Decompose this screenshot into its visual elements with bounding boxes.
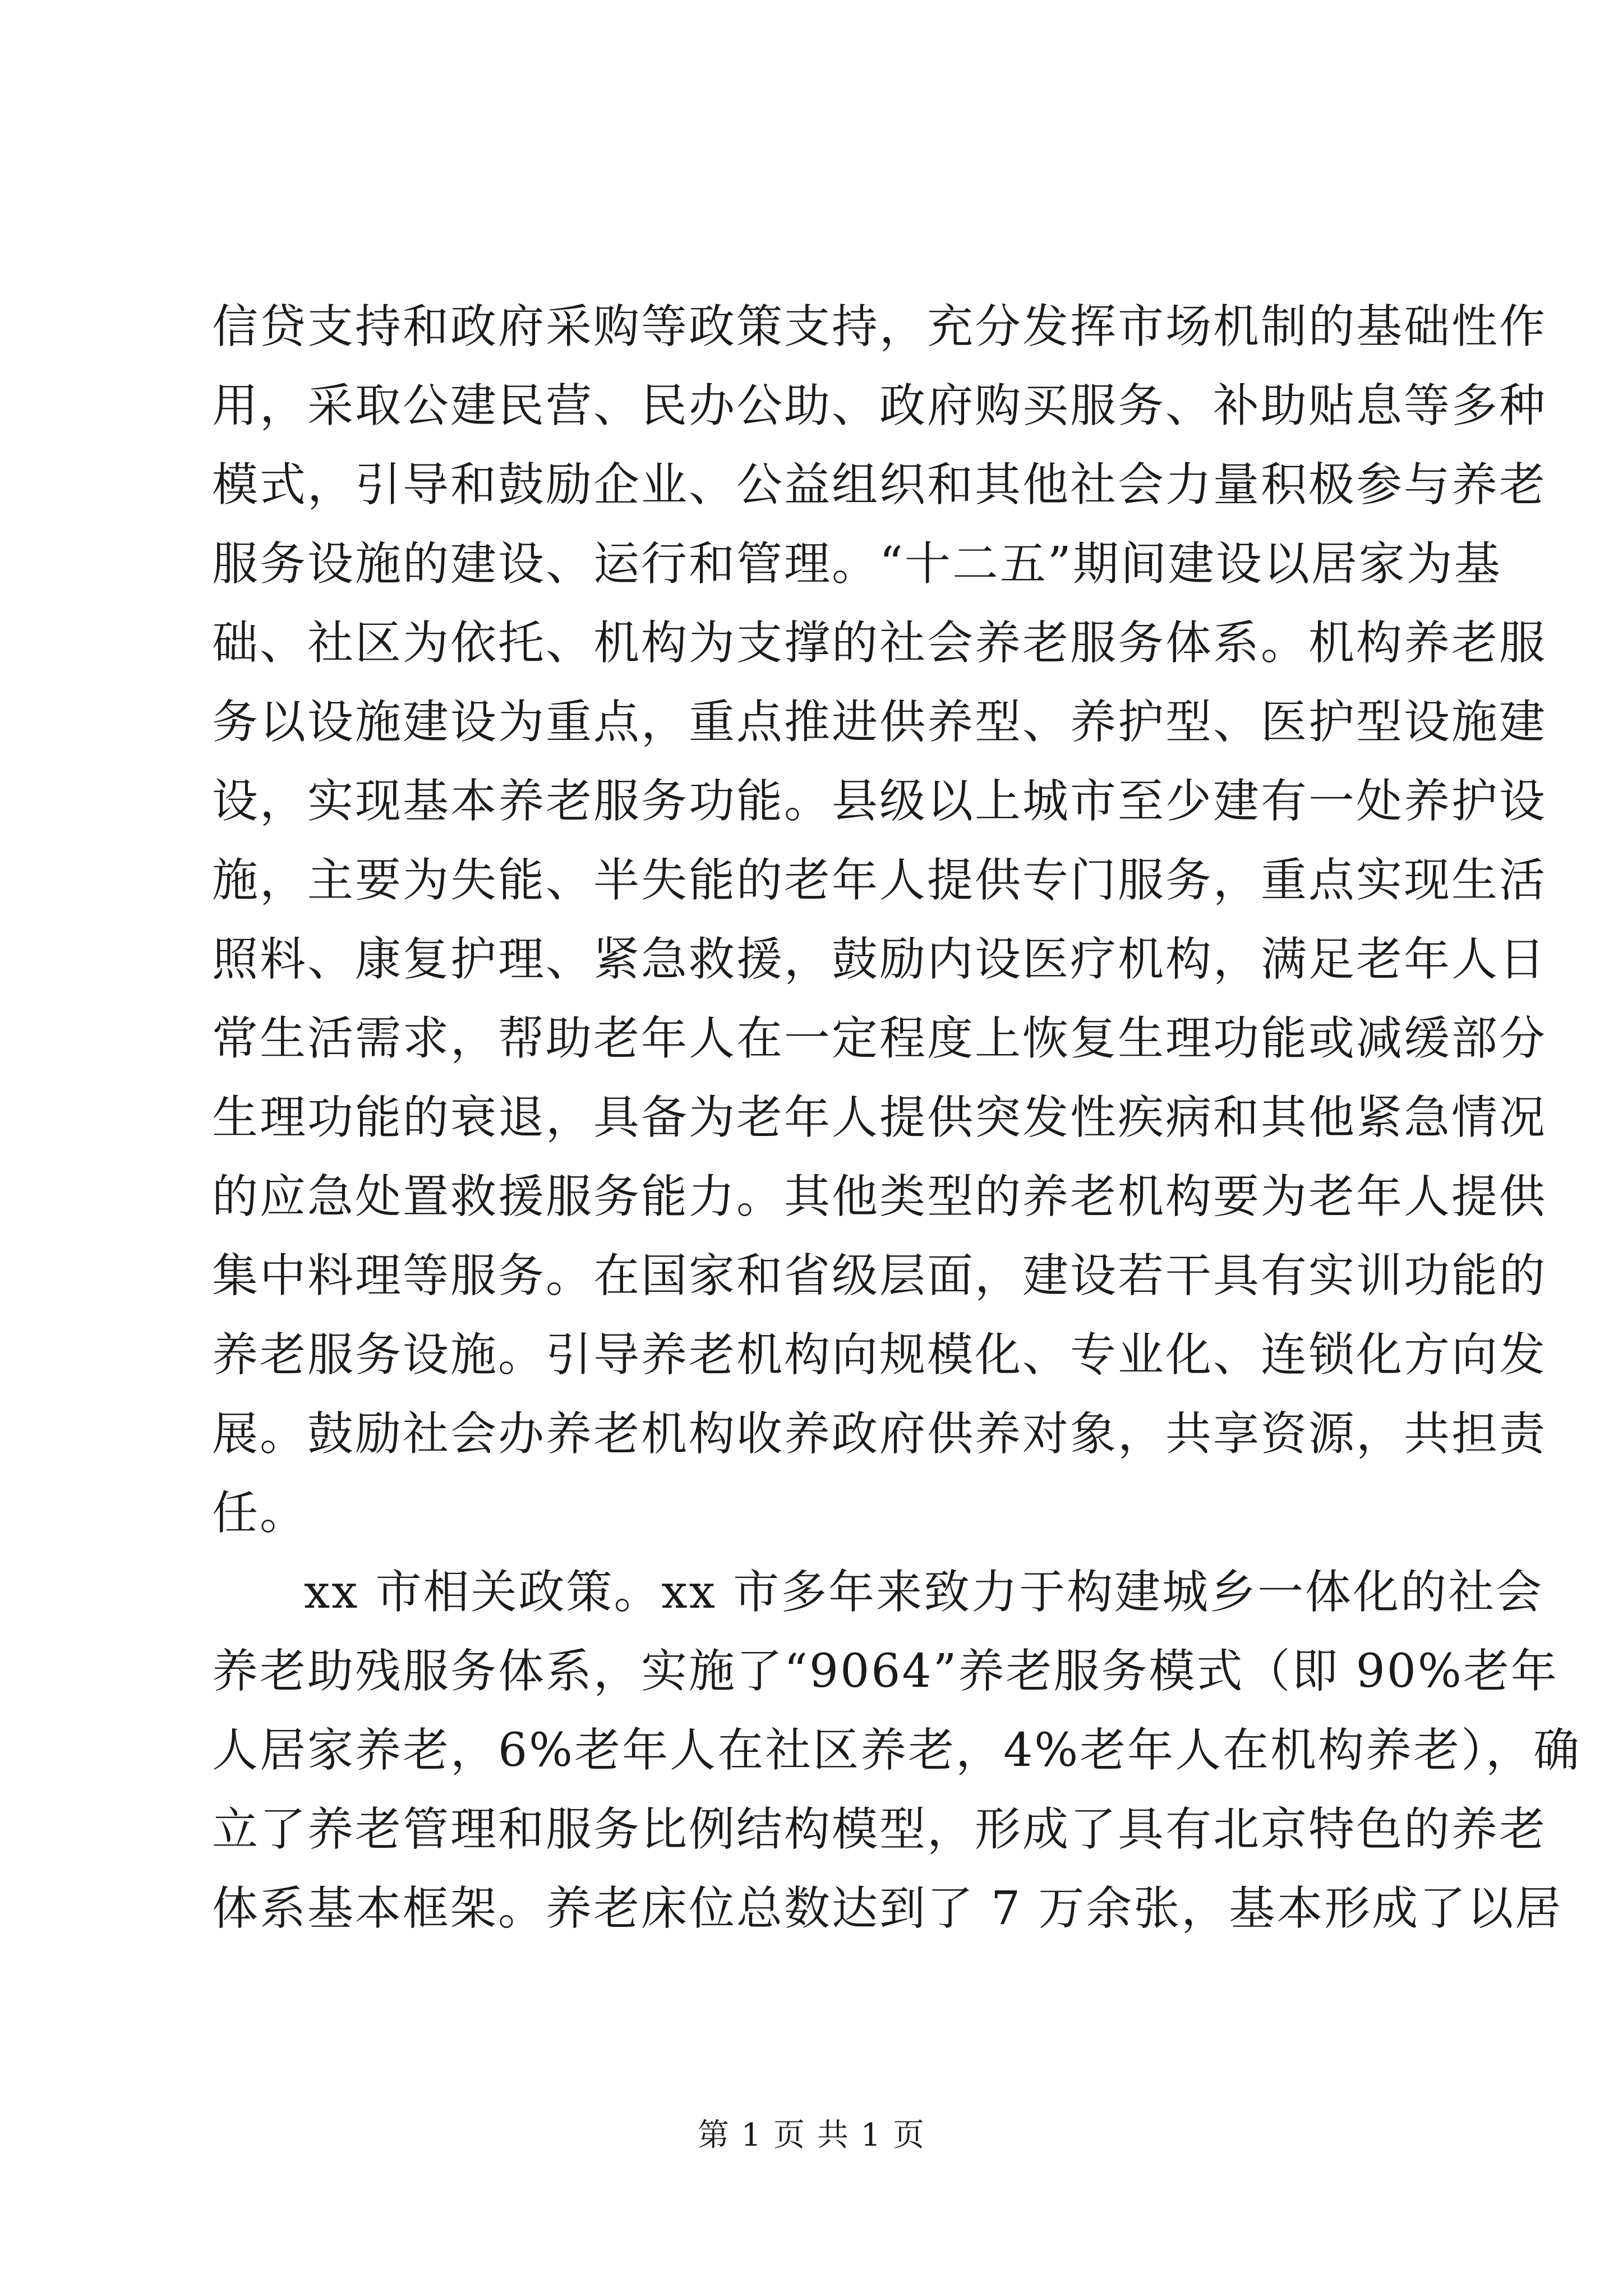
document-body [212, 287, 1581, 1948]
text-line-18: 养老助残服务体系，实施了“9064”养老服务模式（即 90%老年 [212, 1645, 1559, 1698]
text-line-8: 施，主要为失能、半失能的老年人提供专门服务，重点实现生活 [212, 854, 1547, 907]
text-line-4: 服务设施的建设、运行和管理。“十二五”期间建设以居家为基 [212, 537, 1502, 591]
text-line-20: 立了养老管理和服务比例结构模型，形成了具有北京特色的养老 [212, 1803, 1547, 1856]
text-line-14: 养老服务设施。引导养老机构向规模化、专业化、连锁化方向发 [212, 1328, 1547, 1382]
text-line-5: 础、社区为依托、机构为支撑的社会养老服务体系。机构养老服 [212, 616, 1547, 670]
text-line-9: 照料、康复护理、紧急救援，鼓励内设医疗机构，满足老年人日 [212, 933, 1547, 986]
text-line-19: 人居家养老，6%老年人在社区养老，4%老年人在机构养老），确 [212, 1724, 1581, 1777]
text-line-10: 常生活需求，帮助老年人在一定程度上恢复生理功能或减缓部分 [212, 1012, 1547, 1065]
text-line-3: 模式，引导和鼓励企业、公益组织和其他社会力量积极参与养老 [212, 458, 1547, 512]
text-line-2: 用，采取公建民营、民办公助、政府购买服务、补助贴息等多种 [212, 379, 1547, 432]
text-line-7: 设，实现基本养老服务功能。县级以上城市至少建有一处养护设 [212, 775, 1547, 828]
text-line-11: 生理功能的衰退，具备为老年人提供突发性疾病和其他紧急情况 [212, 1091, 1547, 1144]
text-line-17: xx 市相关政策。xx 市多年来致力于构建城乡一体化的社会 [304, 1566, 1544, 1619]
text-line-6: 务以设施建设为重点，重点推进供养型、养护型、医护型设施建 [212, 696, 1547, 749]
text-line-12: 的应急处置救援服务能力。其他类型的养老机构要为老年人提供 [212, 1170, 1547, 1223]
page-footer [0, 2110, 1623, 2155]
text-line-21: 体系基本框架。养老床位总数达到了 7 万余张，基本形成了以居 [212, 1882, 1563, 1935]
text-line-16: 任。 [212, 1487, 308, 1540]
page-number-label: 第 1 页 共 1 页 [697, 2117, 926, 2154]
text-line-13: 集中料理等服务。在国家和省级层面，建设若干具有实训功能的 [212, 1249, 1547, 1303]
text-line-15: 展。鼓励社会办养老机构收养政府供养对象，共享资源，共担责 [212, 1407, 1547, 1461]
text-line-1: 信贷支持和政府采购等政策支持，充分发挥市场机制的基础性作 [212, 300, 1547, 353]
